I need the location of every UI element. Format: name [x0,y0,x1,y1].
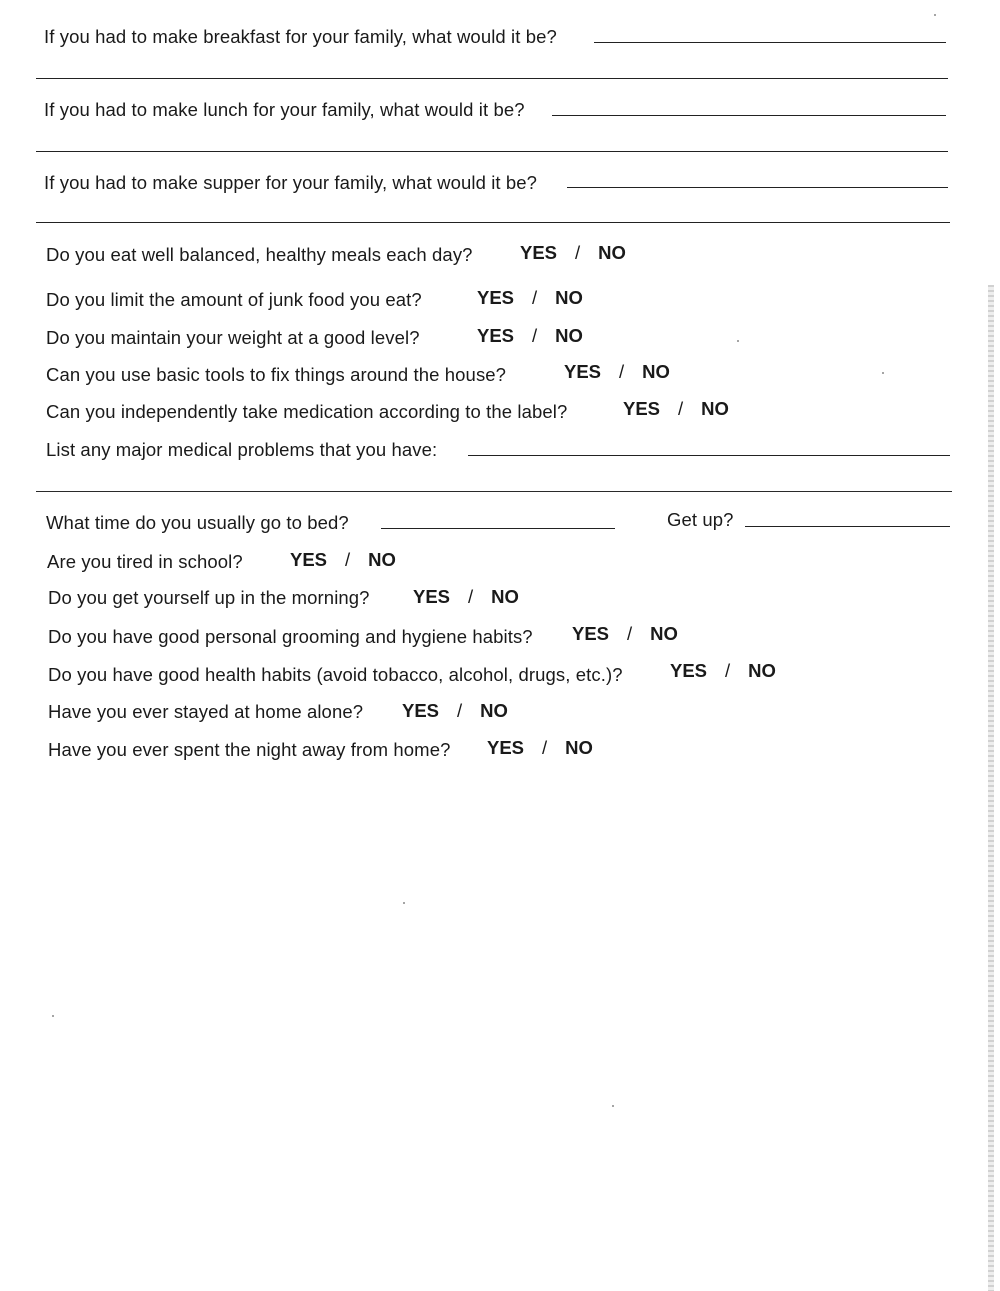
medical-problems-answer-line-1[interactable] [468,455,950,456]
breakfast-question: If you had to make breakfast for your family, what would it be? [44,26,557,47]
no-option[interactable]: NO [650,623,678,644]
junk-food-yes-no [477,287,583,309]
getup-answer-line[interactable] [745,526,950,527]
no-option[interactable]: NO [555,325,583,346]
get-up-morning-yes-no [413,586,519,608]
yes-option[interactable]: YES [402,700,440,721]
separator: / [678,398,684,419]
scan-speck [882,372,884,374]
separator: / [619,361,625,382]
separator: / [627,623,633,644]
health-habits-question: Do you have good health habits (avoid tobacco, alcohol, drugs, etc.)? [48,664,623,685]
balanced-meals-yes-no [520,242,626,264]
separator: / [532,287,538,308]
weight-question: Do you maintain your weight at a good level? [46,327,420,348]
yes-option[interactable]: YES [290,549,328,570]
no-option[interactable]: NO [642,361,670,382]
lunch-answer-line-2[interactable] [36,151,948,152]
no-option[interactable]: NO [480,700,508,721]
separator: / [468,586,474,607]
scan-speck [403,902,405,904]
yes-option[interactable]: YES [477,325,515,346]
junk-food-question: Do you limit the amount of junk food you eat? [46,289,422,310]
home-alone-question: Have you ever stayed at home alone? [48,701,364,722]
weight-yes-no [477,325,583,347]
balanced-meals-question: Do you eat well balanced, healthy meals each day? [46,244,473,265]
lunch-answer-line-1[interactable] [552,115,946,116]
yes-option[interactable]: YES [413,586,451,607]
yes-option[interactable]: YES [572,623,610,644]
yes-option[interactable]: YES [670,660,708,681]
health-habits-yes-no [670,660,776,682]
yes-option[interactable]: YES [623,398,661,419]
scan-speck [737,340,739,342]
separator: / [542,737,548,758]
yes-option[interactable]: YES [487,737,525,758]
no-option[interactable]: NO [598,242,626,263]
separator: / [725,660,731,681]
separator: / [575,242,581,263]
scan-speck [52,1015,54,1017]
yes-option[interactable]: YES [477,287,515,308]
no-option[interactable]: NO [368,549,396,570]
supper-answer-line-1[interactable] [567,187,948,188]
breakfast-answer-line-1[interactable] [594,42,946,43]
supper-answer-line-2[interactable] [36,222,950,223]
medication-yes-no [623,398,729,420]
medical-problems-question: List any major medical problems that you have: [46,439,438,460]
home-alone-yes-no [402,700,508,722]
bedtime-question: What time do you usually go to bed? [46,512,349,533]
no-option[interactable]: NO [491,586,519,607]
scan-speck [934,14,936,16]
yes-option[interactable]: YES [520,242,558,263]
breakfast-answer-line-2[interactable] [36,78,948,79]
grooming-question: Do you have good personal grooming and hygiene habits? [48,626,533,647]
supper-question: If you had to make supper for your family, what would it be? [44,172,538,193]
lunch-question: If you had to make lunch for your family, what would it be? [44,99,525,120]
grooming-yes-no [572,623,678,645]
scan-speck [612,1105,614,1107]
basic-tools-yes-no [564,361,670,383]
tired-in-school-question: Are you tired in school? [47,551,243,572]
night-away-question: Have you ever spent the night away from home? [48,739,451,760]
tired-in-school-yes-no [290,549,396,571]
separator: / [457,700,463,721]
no-option[interactable]: NO [555,287,583,308]
medication-question: Can you independently take medication according to the label? [46,401,568,422]
scan-edge-artifact [988,285,994,1291]
separator: / [532,325,538,346]
separator: / [345,549,351,570]
bedtime-answer-line[interactable] [381,528,615,529]
no-option[interactable]: NO [701,398,729,419]
no-option[interactable]: NO [565,737,593,758]
getup-label: Get up? [667,509,734,530]
medical-problems-answer-line-2[interactable] [36,491,952,492]
get-up-morning-question: Do you get yourself up in the morning? [48,587,370,608]
night-away-yes-no [487,737,593,759]
no-option[interactable]: NO [748,660,776,681]
yes-option[interactable]: YES [564,361,602,382]
basic-tools-question: Can you use basic tools to fix things around the house? [46,364,507,385]
